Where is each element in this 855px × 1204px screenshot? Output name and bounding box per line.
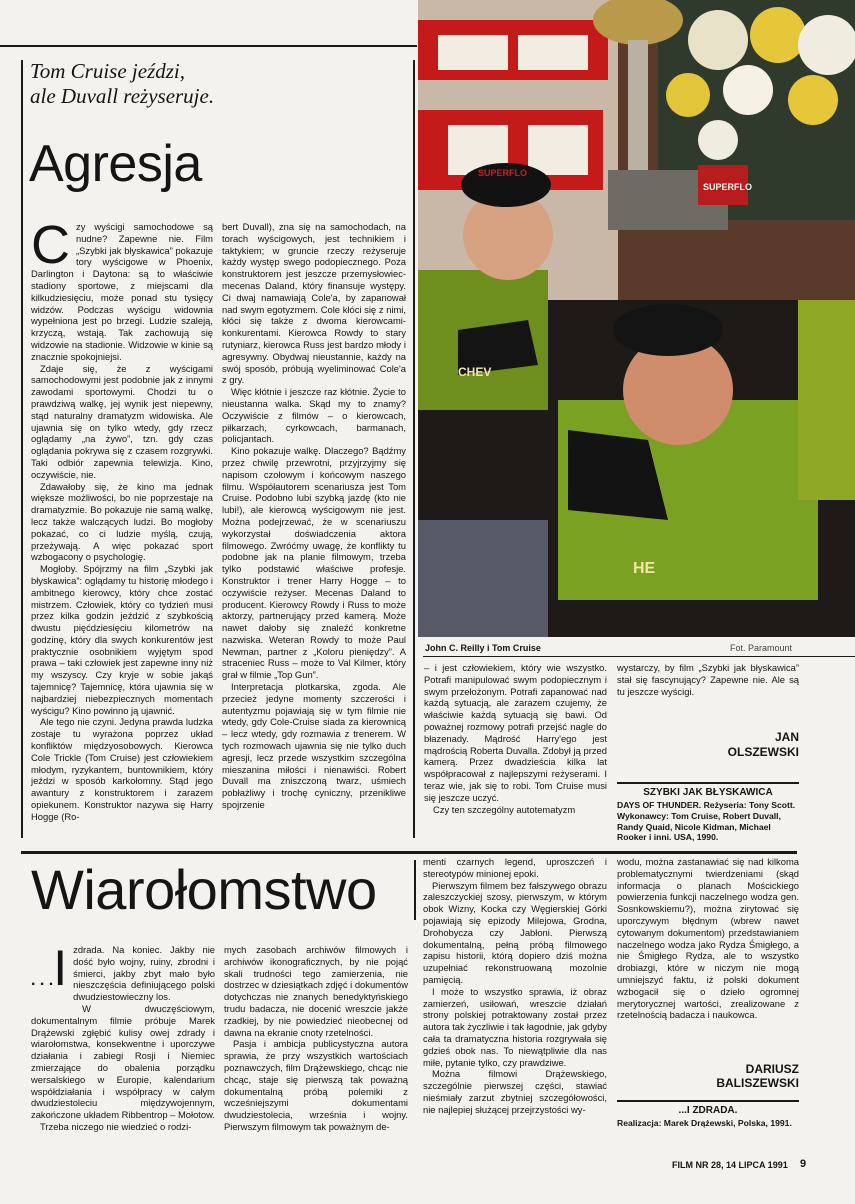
photo-caption: John C. Reilly i Tom Cruise [425,643,541,653]
article1-paragraph: Zdaje się, że z wyścigami samochodowymi jest podobnie jak z innymi zawodami sportowymi. Chodzi tu o prawdziwą walkę, jej wynik jest niepewny, stąd naturalny dramatyzm widowiska. Ale ujawnia się on tylko wtedy, gdy rzecz oglądamy „na żywo”, tzn. gdy czas oglądania pokrywa się z czasem rozgrywki. Taki odbiór zapewnia telewizja. Kino, oczywiście, nie. [31,362,213,480]
article1-paragraph: Kino pokazuje walkę. Dlaczego? Bądźmy przez chwilę przewrotni, przyjrzyjmy się napisom czołowym i końcowym naszego filmu. Współautorem scenariusza jest Tom Cruise. Podobno lubi szybką jazdę (kto nie lubi!), ale kierowcą wyścigowym nie jest. Można podejrzewać, że w scenariuszu wykorzystał doświadczenia aktora filmowego. Zwróćmy uwagę, że konflikty tu podobne jak na planie filmowym, trzeba tylko podstawić właściwe profesje. Konstruktor i trener Harry Hogge – to oczywiście reżyser. Mecenas Daland to producent. Kierowcy Rowdy i Russ to może aktorzy, partnerujący przed kamerą. Może nawet dałoby się znaleźć konkretne nazwiska. Weteran Rowdy to może Paul Newman, partner z „Koloru pieniędzy”. A straceniec Russ – może to Val Kilmer, który grał w filmie „Top Gun”. [222,445,406,681]
article2-paragraph: menti czarnych legend, uproszczeń i stereotypów minionej epoki. [423,856,607,879]
article2-dropcap-dots: . . . [31,972,54,989]
photo-credit: Fot. Paramount [730,643,793,653]
article1-column-1 [31,215,213,839]
article2-column-2 [224,944,408,1144]
article2-credit-title: ...I ZDRADA. [678,1105,738,1116]
article2-paragraph: I może to wszystko sprawia, iż obraz zamierzeń, usiłowań, wreszcie działań strony polskiej potraktowany został przez autora tak życzliwie i tak łagodnie, jak gdyby cała ta dramatyczna historia rozgrywała się gdzieś obok nas. To niewątpliwie dla nas miłe, pytanie tylko, czy prawdziwe. [423,985,607,1068]
article1-paragraph: Interpretacja plotkarska, zgoda. Ale przecież jedyne momenty szczerości i autentyzmu pojawiają się w tym filmie nie wtedy, gdy Cole-Cruise siada za kierownicą – lecz wtedy, gdy rozmawia z trenerem. W tych rozmowach ujawnia się nie tylko duch agresji, lecz przede wszystkim szczególna mieszanina miłości i nienawiści. Robert Duvall ma zniszczoną twarz, uśmiech pobłażliwy i trochę cyniczny, przenikliwe spojrzenie [222,681,406,811]
article1-column-2 [222,221,406,839]
article1-paragraph: Zdawałoby się, że kino ma jednak większe możliwości, bo nie poprzestaje na dramatyzmie. Bo pokazuje nie samą walkę, lecz także walczących ludzi. Bo mogłoby pokazać, co ci ludzie myślą, czują, przeżywają. A więc pokazać sport wzbogacony o psychologię. [31,480,213,563]
article2-credit-text: Realizacja: Marek Drążewski, Polska, 1991. [617,1118,792,1128]
photo-shirt-sign-1: CHEV [458,365,492,379]
article2-title: Wiarołomstwo [31,858,377,921]
article1-title: Agresja [29,135,202,193]
article2-paragraph: Pasja i ambicja publicystyczna autora sprawia, że przy wszystkich wartościach poznawczych, film Drążewskiego, chcąc nie chcąc, staje się pierwszą tak poważną dokumentalną próbą polemiki z wcześniejszymi dokumentami dwudziestolecia, września i wojny. Pierwszym filmowym tak poważnym de- [224,1038,408,1132]
article1-paragraph: Ale tego nie czyni. Jedyna prawda ludzka zostaje tu wyrażona poprzez układ konfliktów międzyosobowych. Kierowca Cole Trickle (Tom Cruise) jest człowiekiem młodym, ryzykantem, buntownikiem, który jeździ w sposób karkołomny. Stąd jego awantury z konstruktorem i zarazem opiekunem. Konstruktor nazywa się Harry Hogge (Ro- [31,716,213,822]
article2-column-4 [617,856,799,1056]
article2-paragraph: zdrada. Na koniec. Jakby nie dość było wojny, ruiny, zbrodni i śmierci, jakby zbyt mało było nieszczęścia definiującego polski dwudziestowieczny los. [73,944,215,1003]
race-victory-photo [418,0,855,637]
page-number: 9 [800,1158,807,1170]
photo-trophy-sign: SUPERFLO [703,182,753,192]
caption-rule [423,656,855,657]
article1-subtitle-line2: ale Duvall reżyseruje. [30,84,215,108]
article1-column-4 [617,662,799,712]
article2-paragraph: Trzeba niczego nie wiedzieć o rodzi- [40,1120,192,1132]
credit-box-rule [617,782,799,784]
article2-credit-rule [617,1100,799,1102]
article1-paragraph: wystarczy, by film „Szybki jak błyskawica” stał się fascynujący? Zapewne nie. Ale są tu jeszcze wyścigi. [617,662,799,697]
article2-vertical-rule [414,860,416,920]
photo-shirt-sign-2: HE [633,560,656,577]
article2-paragraph: W dwuczęściowym, dokumentalnym filmie próbuje Marek Drążewski zgłębić kulisy owej zdrady i wiarołomstwa, konsekwentne i uporczywe działania i zabiegi Rosji i Niemiec zmierzające do obalenia porządku wersalskiego w Europie, kalendarium współdziałania i współpracy w całym dwudziestoleciu międzywojennym, zakończone układem Ribbentrop – Mołotow. [31,1002,215,1121]
article1-dropcap: C [31,215,70,275]
article1-paragraph: Mogłoby. Spójrzmy na film „Szybki jak błyskawica”: oglądamy tu historię młodego i ambitnego kierowcy, który chce zostać mistrzem. Człowiek, który co tydzień musi przez kilka godzin jeździć z szybkością dwustu pięćdziesięciu kilometrów na godzinę, który dla swych konkurentów jest praktycznie osobnikiem wyjętym spod prawa – taki człowiek jest zapewne inny niż my wszyscy. Czy kryje w sobie jakąś tajemnicę? Tajemnicę, która ujawnia się w najbardziej niebezpiecznych momentach wyścigu? Kino powinno ją ujawnić. [31,563,213,716]
article2-paragraph: Można filmowi Drążewskiego, szczególnie pierwszej części, stawiać nieśmiały zarzut zbytniej szczegółowości, nie najlepiej służącej przejrzystości wy- [423,1068,607,1115]
article2-paragraph: Pierwszym filmem bez fałszywego obrazu zaleszczyckiej szosy, pierwszym, w którym obok Wizny, Kocka czy Węgierskiej Górki pojawiają się epizody Milejowa, Grodna, Drohobycza czy Jabłoni. Pierwszą dokumentalną, pełną próbą filmowego zapisu historii, którą dopiero dziś można uzupełniać rekonstruowaną mozolnie pamięcią. [423,879,607,985]
section-divider [21,851,797,854]
article2-column-3 [423,856,607,1146]
article2-author-last: BALISZEWSKI [716,1076,799,1090]
article1-subtitle-line1: Tom Cruise jeździ, [30,59,186,83]
article2-author-first: DARIUSZ [745,1062,799,1076]
article1-credit-text: DAYS OF THUNDER. Reżyseria: Tony Scott. Wykonawcy: Tom Cruise, Robert Duvall, Randy Quaid, Nicole Kidman, Michael Rooker i inni. USA, 1990. [617,800,796,843]
article2-dropcap-letter: I [53,940,68,996]
article2-dropcap [31,940,68,1003]
article1-left-border [21,60,23,838]
article1-paragraph: Więc kłótnie i jeszcze raz kłótnie. Życie to nieustanna walka. Skąd my to znamy? Oczywiście z filmów – o kierowcach, piłkarzach, cyrkowcach, barmanach, policjantach. [222,386,406,445]
article1-credit-title: SZYBKI JAK BŁYSKAWICA [643,787,773,798]
article1-paragraph: bert Duvall), zna się na samochodach, na torach wyścigowych, jest technikiem i taktykiem; w gruncie rzeczy reżyseruje każdy występ swego podopiecznego. Poza konstruktorem jest jeszcze przemysłowiec-mecenas Daland, który finansuje występy. Ci dwaj namawiają Cole'a, by zapanował nad swym egotyzmem. Cole kłóci się z nimi, kłóci się także z dwoma kierowcami-konkurentami. Kierowca Rowdy to stary rutyniarz, kierowca Russ jest bardzo młody i agresywny. Obydwaj nieustannie, każdy na swój sposób, próbują wyeliminować Cole'a z gry. [222,221,406,386]
article1-right-border [413,60,415,838]
article2-paragraph: mych zasobach archiwów filmowych i archiwów ikonograficznych, by nie pojąć skali trudności tego zamierzenia, nie dostrzec w dziesiątkach zdjęć i dokumentów dotychczas nie znanych benedyktyńskiego trudu badacza, nie docenić wreszcie jakże rzadkiej, by nie powiedzieć nieobecnej od dawna na ekranie cnoty rzetelności. [224,944,408,1038]
article2-paragraph: wodu, można zastanawiać się nad kilkoma problematycznymi twierdzeniami (skąd informacja o planach Mościckiego powierzenia funkcji naczelnego wodza gen. Sosnkowskiemu?), można zirytować się uporczywym błędnym (wbrew nawet cytowanym dokumentom) przedstawianiem naczelnego wodza jako Rydza Śmigłego, a nie Śmigłego Rydza, ale to wszystko drobiazgi, które w niczym nie mogą umniejszyć faktu, iż polski dokument wzbogacił się o dzieło ogromnej merytorycznej wartości, zrealizowane z rzetelnością badacza i naukowca. [617,856,799,1021]
article1-author-last: OLSZEWSKI [727,745,799,759]
article1-column-3 [424,662,607,840]
top-rule [0,45,417,47]
photo-cap-sign-1: SUPERFLO [478,168,528,178]
article2-column-1 [31,940,215,1144]
article1-author-first: JAN [774,730,799,744]
issue-label: FILM NR 28, 14 LIPCA 1991 [672,1160,788,1170]
article1-paragraph: – i jest człowiekiem, który wie wszystko. Potrafi manipulować swym podopiecznym i swym przełożonym. Potrafi zapanować nad każdą sytuacją, ale zarazem czujemy, że właściwie każdą sytuacją się bawi. Od poważnej rozmowy potrafi przejść nagle do błazenady. Mądrość Harry'ego jest mądrością Roberta Duvalla. Zdobył ją przed kamerą. Przez dwadzieścia kilka lat współpracował z najlepszymi reżyserami. I teraz wie, jak się to robi. Tom Cruise musi się jeszcze uczyć. [424,662,607,803]
article1-paragraph: zy wyścigi samochodowe są nudne? Zapewne nie. Film „Szybki jak błyskawica” pokazuje tory wyścigowe w Phoenix, Darlington i Daytona: są to właściwie stadiony sportowe, z miejscami dla kilkudziesięciu, może ponad stu tysięcy widzów. Podczas wyścigu widownia wypełniona jest po brzegi. Ludzie szaleją, krzyczą, wstają. Tak zachowują się widzowie na stadionie. Widzowie w kinie są znacznie spokojniejsi. [31,221,213,362]
article1-paragraph: Czy ten szczególny autotematyzm [433,803,576,815]
photo-illustration [418,0,855,637]
